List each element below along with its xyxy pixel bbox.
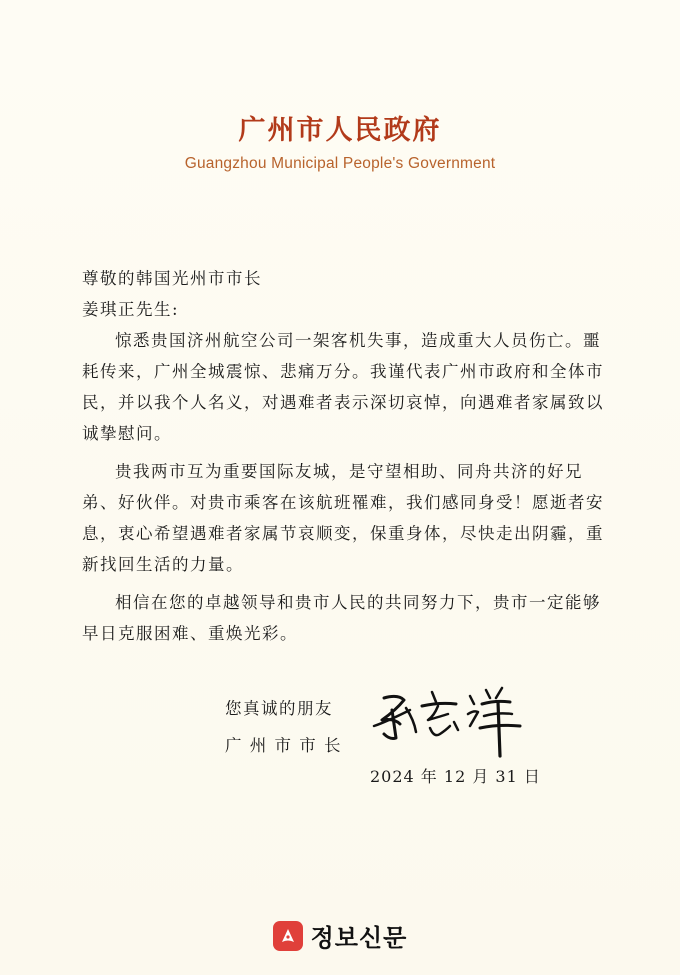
paragraph-line: 重新找回生活的力量。 bbox=[82, 524, 604, 574]
paragraph-line: 惊悉贵国济州航空公司一架客机失事，造成重大人员伤亡。 bbox=[115, 331, 583, 350]
letterhead bbox=[0, 108, 680, 173]
paragraph-1 bbox=[82, 325, 612, 449]
salutation-line1: 尊敬的韩国光州市市长 bbox=[82, 269, 262, 288]
closing-line2: 广 州 市 市 长 bbox=[225, 736, 342, 755]
pen-nib-icon bbox=[273, 921, 303, 951]
paragraph-line: 够早日克服困难、重焕光彩。 bbox=[82, 593, 601, 643]
paragraph-line: 相信在您的卓越领导和贵市人民的共同努力下，贵市一定能 bbox=[115, 593, 583, 612]
salutation-line2: 姜琪正先生: bbox=[82, 300, 180, 319]
letter-date: 2024 年 12 月 31 日 bbox=[370, 767, 541, 786]
paragraph-3 bbox=[82, 587, 612, 649]
paragraph-line: 属致以诚挚慰问。 bbox=[82, 393, 604, 443]
paragraph-line: 弟、好伙伴。对贵市乘客在该航班罹难，我们感同身受！愿逝者 bbox=[82, 493, 586, 512]
closing-line1: 您真诚的朋友 bbox=[225, 699, 333, 718]
paragraph-line: 体市民，并以我个人名义，对遇难者表示深切哀悼，向遇难者家 bbox=[82, 362, 604, 412]
paragraph-line: 贵我两市互为重要国际友城，是守望相助、同舟共济的好兄 bbox=[115, 462, 583, 481]
paragraph-line: 噩耗传来，广州全城震惊、悲痛万分。我谨代表广州市政府和全 bbox=[82, 331, 601, 381]
letterhead-subtitle: Guangzhou Municipal People's Government bbox=[184, 155, 496, 172]
paragraph-2 bbox=[82, 456, 612, 580]
letter-body bbox=[82, 263, 612, 649]
letterhead-title: 广州市人民政府 bbox=[238, 115, 442, 146]
source-logo bbox=[0, 918, 680, 953]
paragraph-line: 安息，衷心希望遇难者家属节哀顺变，保重身体，尽快走出阴霾， bbox=[82, 493, 604, 543]
logo-text: 정보신문 bbox=[310, 924, 408, 952]
handwritten-signature bbox=[370, 680, 530, 760]
closing-block bbox=[225, 690, 342, 764]
